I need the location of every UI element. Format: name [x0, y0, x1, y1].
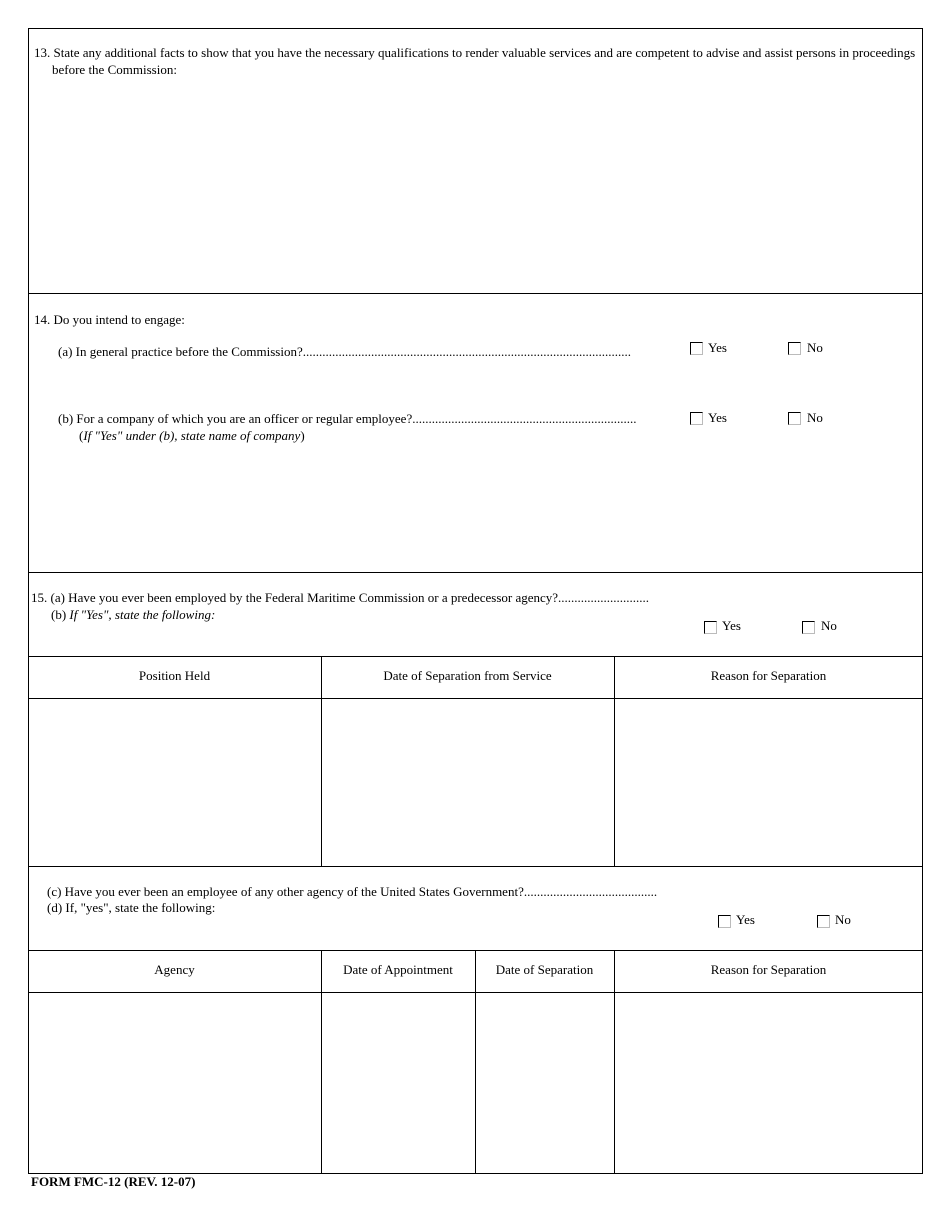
q14-intro: 14. Do you intend to engage: — [34, 312, 185, 327]
q15c-no-label: No — [835, 912, 851, 927]
q14b-no-checkbox[interactable] — [788, 412, 801, 425]
table2-cell-agency[interactable] — [29, 993, 320, 1173]
divider-14-15 — [28, 572, 923, 573]
q15b-prefix: (b) — [51, 607, 70, 622]
q14a-question: (a) In general practice before the Commission?..................................................................................................... — [58, 344, 631, 359]
q15c-no-checkbox[interactable] — [817, 915, 830, 928]
q15c-question: (c) Have you ever been an employee of any other agency of the United States Government?......................................... — [47, 884, 658, 899]
q13-text: 13. State any additional facts to show that you have the necessary qualifications to render valuable services and are competent to advise and assist persons in proceedings before the Commission: — [34, 45, 916, 77]
q14a-no-label: No — [807, 340, 823, 355]
q14b-yes-label: Yes — [708, 410, 727, 425]
table2-header-agency: Agency — [154, 962, 195, 977]
q15b-instruction — [51, 606, 215, 623]
q15a-no-label: No — [821, 618, 837, 633]
q14b-yes-checkbox[interactable] — [690, 412, 703, 425]
table1-header-position: Position Held — [138, 668, 211, 683]
q15c-yes-label: Yes — [736, 912, 755, 927]
table1-header-date-separation: Date of Separation from Service — [383, 668, 552, 683]
table1-cell-reason[interactable] — [615, 699, 922, 865]
q15c-yes-checkbox[interactable] — [718, 915, 731, 928]
q14a-yes-label: Yes — [708, 340, 727, 355]
q15a-yes-label: Yes — [722, 618, 741, 633]
table1-bottom-border — [28, 866, 923, 867]
q14b-company-answer-area[interactable] — [29, 448, 922, 571]
table2-header-reason: Reason for Separation — [710, 962, 827, 977]
divider-13-14 — [28, 293, 923, 294]
q14b-note-close: ) — [300, 428, 305, 443]
table2-cell-date-appointment[interactable] — [322, 993, 474, 1173]
q14b-note — [79, 427, 305, 444]
q15a-no-checkbox[interactable] — [802, 621, 815, 634]
form-id-footer: FORM FMC-12 (REV. 12-07) — [31, 1174, 196, 1189]
table2-header-date-separation: Date of Separation — [495, 962, 594, 977]
table1-top-border — [28, 656, 923, 657]
q13-answer-area[interactable] — [29, 82, 922, 292]
table1-header-reason: Reason for Separation — [710, 668, 827, 683]
q14b-note-italic: If "Yes" under (b), state name of company — [83, 428, 301, 443]
q14b-question: (b) For a company of which you are an officer or regular employee?..................................................................... — [58, 411, 637, 426]
q15a-yes-checkbox[interactable] — [704, 621, 717, 634]
table2-header-date-appointment: Date of Appointment — [343, 962, 453, 977]
table2-cell-reason[interactable] — [615, 993, 922, 1173]
table2-cell-date-separation[interactable] — [476, 993, 613, 1173]
q14b-no-label: No — [807, 410, 823, 425]
table1-cell-position[interactable] — [29, 699, 320, 865]
q14b-note-open: ( — [79, 428, 84, 443]
q15b-italic: If "Yes", state the following: — [69, 607, 216, 622]
q14a-no-checkbox[interactable] — [788, 342, 801, 355]
table1-cell-date-separation[interactable] — [322, 699, 613, 865]
q15a-question: 15. (a) Have you ever been employed by the Federal Maritime Commission or a predecessor agency?............................ — [31, 590, 650, 605]
q14a-yes-checkbox[interactable] — [690, 342, 703, 355]
q15d-instruction: (d) If, "yes", state the following: — [47, 900, 216, 915]
